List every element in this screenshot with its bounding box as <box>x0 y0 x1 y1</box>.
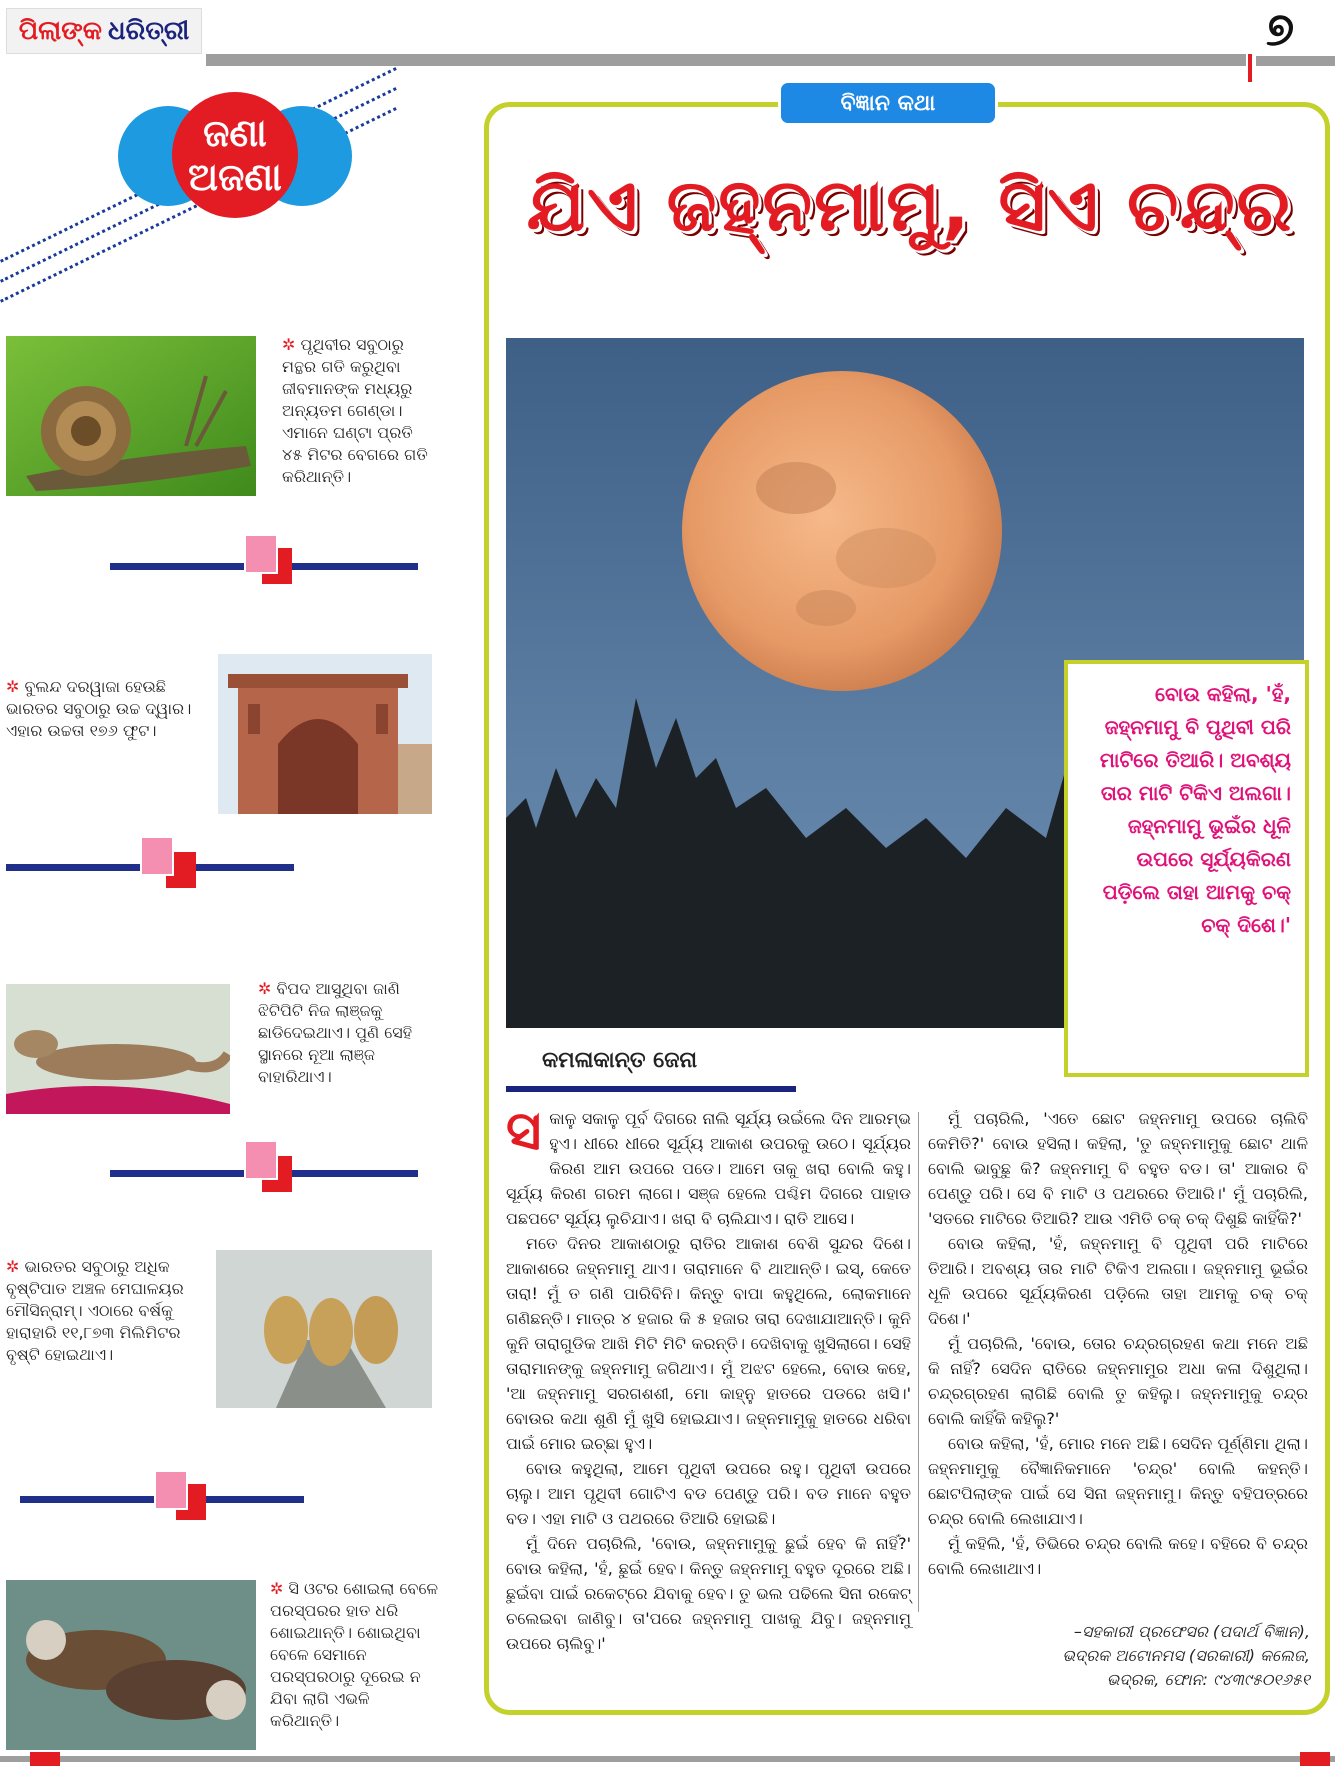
paragraph: ମୁଁ ଦିନେ ପଚାରିଲି, 'ବୋଉ, ଜହ୍ନମାମୁକୁ ଛୁଇଁ ହେବ କି ନାହିଁ?' ବୋଉ କହିଲା, 'ହଁ, ଛୁଇଁ ହେବ। କିନ୍ତୁ ଜହ୍ନମାମୁ ବହୁତ ଦୂରରେ ଅଛି। ଛୁଇଁବା ପାଇଁ ରକେଟ୍‌ରେ ଯିବାକୁ ହେବ। ତୁ ଭଲ ପଢିଲେ ସିନା ରକେଟ୍ ଚଲେଇବା ଜାଣିବୁ। ତା'ପରେ ଜହ୍ନମାମୁ ପାଖକୁ ଯିବୁ। ଜହ୍ନମାମୁ ଉପରେ ଚାଲିବୁ।' <box>506 1534 911 1653</box>
section-badge <box>110 86 350 226</box>
author-credit <box>940 1620 1310 1710</box>
fact-1-text: ପୃଥିବୀର ସବୁଠାରୁ ମନ୍ଥର ଗତି କରୁଥିବା ଜୀବମାନଙ୍କ ମଧ୍ୟରୁ ଅନ୍ୟତମ ଗେଣ୍ଡା। ଏମାନେ ଘଣ୍ଟା ପ୍ରତି ୪୫ ମିଟର ବେଗରେ ଗତି କରିଥାନ୍ତି। <box>282 335 428 486</box>
paragraph: କାଳୁ ସକାଳୁ ପୂର୍ବ ଦିଗରେ ନାଲି ସୂର୍ଯ୍ୟ ଉଇଁଲେ ଦିନ ଆରମ୍ଭ ହୁଏ। ଧୀରେ ଧୀରେ ସୂର୍ଯ୍ୟ ଆକାଶ ଉପରକୁ ଉଠେ। ସୂର୍ଯ୍ୟର କିରଣ ଆମ ଉପରେ ପଡେ। ଆମେ ତାକୁ ଖରା ବୋଲି କହୁ। ସୂର୍ଯ୍ୟ କିରଣ ଗରମ ଲାଗେ। ସଞ୍ଜ ହେଲେ ପଶ୍ଚିମ ଦିଗରେ ପାହାଡ ପଛପଟେ ସୂର୍ଯ୍ୟ ଲୁଚିଯାଏ। ଖରା ବି ଚାଲିଯାଏ। ରାତି ଆସେ। <box>506 1109 911 1228</box>
paragraph: ବୋଉ କହିଲା, 'ହଁ, ମୋର ମନେ ଅଛି। ସେଦିନ ପୂର୍ଣ୍ଣିମା ଥିଲା। ଜହ୍ନମାମୁକୁ ବୈଜ୍ଞାନିକମାନେ 'ଚନ୍ଦ୍ର' ବୋଲି କହନ୍ତି। ଛୋଟପିଲାଙ୍କ ପାଇଁ ସେ ସିନା ଜହ୍ନମାମୁ। କିନ୍ତୁ ବହିପତ୍ରରେ ଚନ୍ଦ୍ର ବୋଲି ଲେଖାଯାଏ। <box>928 1434 1308 1528</box>
headline: ଯିଏ ଜହ୍ନମାମୁ, ସିଏ ଚନ୍ଦ୍ର <box>526 163 1294 247</box>
credit-line-1: –ସହକାରୀ ପ୍ରଫେସର (ପଦାର୍ଥ ବିଜ୍ଞାନ), <box>1073 1622 1310 1641</box>
footer-red-marker <box>30 1752 60 1766</box>
logo-part1: ପିଲାଙ୍କ <box>18 15 103 46</box>
page-number: ୭ <box>1266 2 1295 56</box>
paragraph: ବୋଉ କହିଲା, 'ହଁ, ଜହ୍ନମାମୁ ବି ପୃଥିବୀ ପରି ମାଟିରେ ତିଆରି। ଅବଶ୍ୟ ତାର ମାଟି ଟିକିଏ ଅଲଗା। ଜହ୍ନମାମୁ ଭୂଇଁର ଧୂଳି ଉପରେ ସୂର୍ଯ୍ୟକିରଣ ପଡ଼ିଲେ ତାହା ଆମକୁ ଚକ୍ ଚକ୍ ଦିଶେ।' <box>928 1234 1308 1328</box>
fact-2-text: ବୁଲନ୍ଦ ଦରୱାଜା ହେଉଛି ଭାରତର ସବୁଠାରୁ ଉଚ୍ଚ ଦ୍ୱାର। ଏହାର ଉଚ୍ଚତା ୧୭୬ ଫୁଟ। <box>6 677 192 740</box>
fact-3-text: ବିପଦ ଆସୁଥିବା ଜାଣି ଝିଟିପିଟି ନିଜ ଲାଞ୍ଜକୁ ଛାଡିଦେଇଥାଏ। ପୁଣି ସେହି ସ୍ଥାନରେ ନୂଆ ଲାଞ୍ଜ ବାହାରିଥାଏ। <box>258 979 413 1086</box>
section-tag: ବିଜ୍ଞାନ କଥା <box>778 80 998 126</box>
snail-photo <box>6 336 256 496</box>
badge-line2: ଅଜଣା <box>188 155 282 199</box>
badge-line1: ଜଣା <box>203 111 267 155</box>
bullet-star-icon: ✲ <box>270 1579 284 1598</box>
paragraph: ମତେ ଦିନର ଆକାଶଠାରୁ ରାତିର ଆକାଶ ବେଶି ସୁନ୍ଦର ଦିଶେ। ଆକାଶରେ ଜହ୍ନମାମୁ ଥାଏ। ତାରାମାନେ ବି ଥାଆନ୍ତି। ଇସ୍, କେତେ ତାରା! ମୁଁ ତ ଗଣି ପାରିବିନି। କିନ୍ତୁ ବାପା କହୁଥିଲେ, ଲୋକମାନେ ଗଣିଛନ୍ତି। ମାତ୍ର ୪ ହଜାର କି ୫ ହଜାର ତାରା ଦେଖାଯାଆନ୍ତି। କୁନି କୁନି ତାରାଗୁଡିକ ଆଖି ମିଟି ମିଟି କରନ୍ତି। ଦେଖିବାକୁ ଖୁସିଲାଗେ। ସେହି ତାରାମାନଙ୍କୁ ଜହ୍ନମାମୁ ଜଗିଥାଏ। ମୁଁ ଅଝଟ ହେଲେ, ବୋଉ କହେ, 'ଆ ଜହ୍ନମାମୁ ସରଗଶଶୀ, ମୋ କାହ୍ନୁ ହାତରେ ପଡରେ ଖସି।' ବୋଉର କଥା ଶୁଣି ମୁଁ ଖୁସି ହୋଇଯାଏ। ଜହ୍ନମାମୁକୁ ହାତରେ ଧରିବା ପାଇଁ ମୋର ଇଚ୍ଛା ହୁଏ। <box>506 1234 911 1453</box>
badge-label <box>172 92 298 218</box>
fact-1 <box>282 334 438 504</box>
fact-5-text: ସି ଓଟର ଶୋଇଲା ବେଳେ ପରସ୍ପରର ହାତ ଧରି ଶୋଇଥାନ୍ତି। ଶୋଇଥିବା ବେଳେ ସେମାନେ ପରସ୍ପରଠାରୁ ଦୂରେଇ ନ ଯିବା ଲାଗି ଏଭଳି କରିଥାନ୍ତି। <box>270 1579 439 1730</box>
paragraph: ମୁଁ ପଚାରିଲି, 'ଏତେ ଛୋଟ ଜହ୍ନମାମୁ ଉପରେ ଚାଲିବି କେମିତି?' ବୋଉ ହସିଲା। କହିଲା, 'ତୁ ଜହ୍ନମାମୁକୁ ଛୋଟ ଥାଳି ବୋଲି ଭାବୁଛୁ କି? ଜହ୍ନମାମୁ ବି ବହୁତ ବଡ। ତା' ଆକାର ବି ପେଣ୍ଡୁ ପରି। ସେ ବି ମାଟି ଓ ପଥରରେ ତିଆରି।' ମୁଁ ପଚାରିଲି, 'ସତରେ ମାଟିରେ ତିଆରି? ଆଉ ଏମିତି ଚକ୍ ଚକ୍ ଦିଶୁଛି କାହିଁକି?' <box>928 1109 1308 1228</box>
footer-red-marker <box>1300 1752 1330 1766</box>
rain-umbrellas-photo <box>216 1250 432 1408</box>
credit-line-2: ଭଦ୍ରକ ଅଟୋନମସ (ସରକାରୀ) କଲେଜ, <box>1062 1646 1310 1665</box>
bullet-star-icon: ✲ <box>6 1257 20 1276</box>
byline: କମଳାକାନ୍ତ ଜେନା <box>542 1048 698 1073</box>
fact-4 <box>6 1256 206 1386</box>
masthead-logo <box>6 8 202 54</box>
bullet-star-icon: ✲ <box>6 677 20 696</box>
credit-line-3: ଭଦ୍ରକ, ଫୋନ: ୯୪୩୯୫୦୧୬୫୧ <box>1106 1670 1310 1689</box>
gecko-photo <box>6 984 230 1114</box>
masthead-red-marker <box>1248 54 1252 82</box>
bullet-star-icon: ✲ <box>258 979 272 998</box>
buland-darwaza-photo <box>218 654 432 814</box>
masthead-rule <box>206 54 1246 66</box>
fact-2 <box>6 676 206 786</box>
separator-square-pink <box>140 836 174 876</box>
fact-5 <box>270 1578 440 1748</box>
paragraph: ମୁଁ ପଚାରିଲି, 'ବୋଉ, ତୋର ଚନ୍ଦ୍ରଗ୍ରହଣ କଥା ମନେ ଅଛି କି ନାହିଁ? ସେଦିନ ରାତିରେ ଜହ୍ନମାମୁର ଅଧା କଳା ଦିଶୁଥିଲା। ଚନ୍ଦ୍ରଗ୍ରହଣ ଲାଗିଛି ବୋଲି ତୁ କହିଲୁ। ଜହ୍ନମାମୁକୁ ଚନ୍ଦ୍ର ବୋଲି କାହିଁକି କହିଲୁ?' <box>928 1334 1308 1428</box>
paragraph: ମୁଁ କହିଲି, 'ହଁ, ତିଭିରେ ଚନ୍ଦ୍ର ବୋଲି କହେ। ବହିରେ ବି ଚନ୍ଦ୍ର ବୋଲି ଲେଖାଥାଏ। <box>928 1534 1308 1578</box>
footer-rule <box>0 1756 1335 1762</box>
article-column-1 <box>506 1099 911 1696</box>
logo-part2: ଧରିତ୍ରୀ <box>108 15 190 46</box>
separator-square-pink <box>154 1470 188 1510</box>
separator-square-pink <box>244 534 278 574</box>
pull-quote: ବୋଉ କହିଲା, 'ହଁ, ଜହ୍ନମାମୁ ବି ପୃଥିବୀ ପରି ମାଟିରେ ତିଆରି। ଅବଶ୍ୟ ତାର ମାଟି ଟିକିଏ ଅଲଗା। ଜହ୍ନମାମୁ ଭୂଇଁର ଧୂଳି ଉପରେ ସୂର୍ଯ୍ୟକିରଣ ପଡ଼ିଲେ ତାହା ଆମକୁ ଚକ୍ ଚକ୍ ଦିଶେ।' <box>1064 660 1309 1077</box>
article-column-2 <box>928 1106 1308 1626</box>
paragraph: ବୋଉ କହୁଥିଲା, ଆମେ ପୃଥିବୀ ଉପରେ ରହୁ। ପୃଥିବୀ ଉପରେ ଚାଲୁ। ଆମ ପୃଥିବୀ ଗୋଟିଏ ବଡ ପେଣ୍ଡୁ ପରି। ବଡ ମାନେ ବହୁତ ବଡ। ଏହା ମାଟି ଓ ପଥରରେ ତିଆରି ହୋଇଛି। <box>506 1459 911 1528</box>
sea-otters-photo <box>6 1580 256 1750</box>
separator-square-pink <box>244 1140 278 1180</box>
column-rule <box>918 1112 919 1612</box>
byline-underline <box>506 1086 796 1092</box>
fact-3 <box>258 978 442 1108</box>
bullet-star-icon: ✲ <box>282 335 296 354</box>
drop-cap: ସ <box>506 1099 542 1162</box>
fact-4-text: ଭାରତର ସବୁଠାରୁ ଅଧିକ ବୃଷ୍ଟିପାତ ଅଞ୍ଚଳ ମେଘାଳୟର ମୌସିନ୍‌ରାମ୍। ଏଠାରେ ବର୍ଷକୁ ହାରାହାରି ୧୧,୮୭୩ ମିଲିମିଟର ବୃଷ୍ଟି ହୋଇଥାଏ। <box>6 1257 184 1364</box>
